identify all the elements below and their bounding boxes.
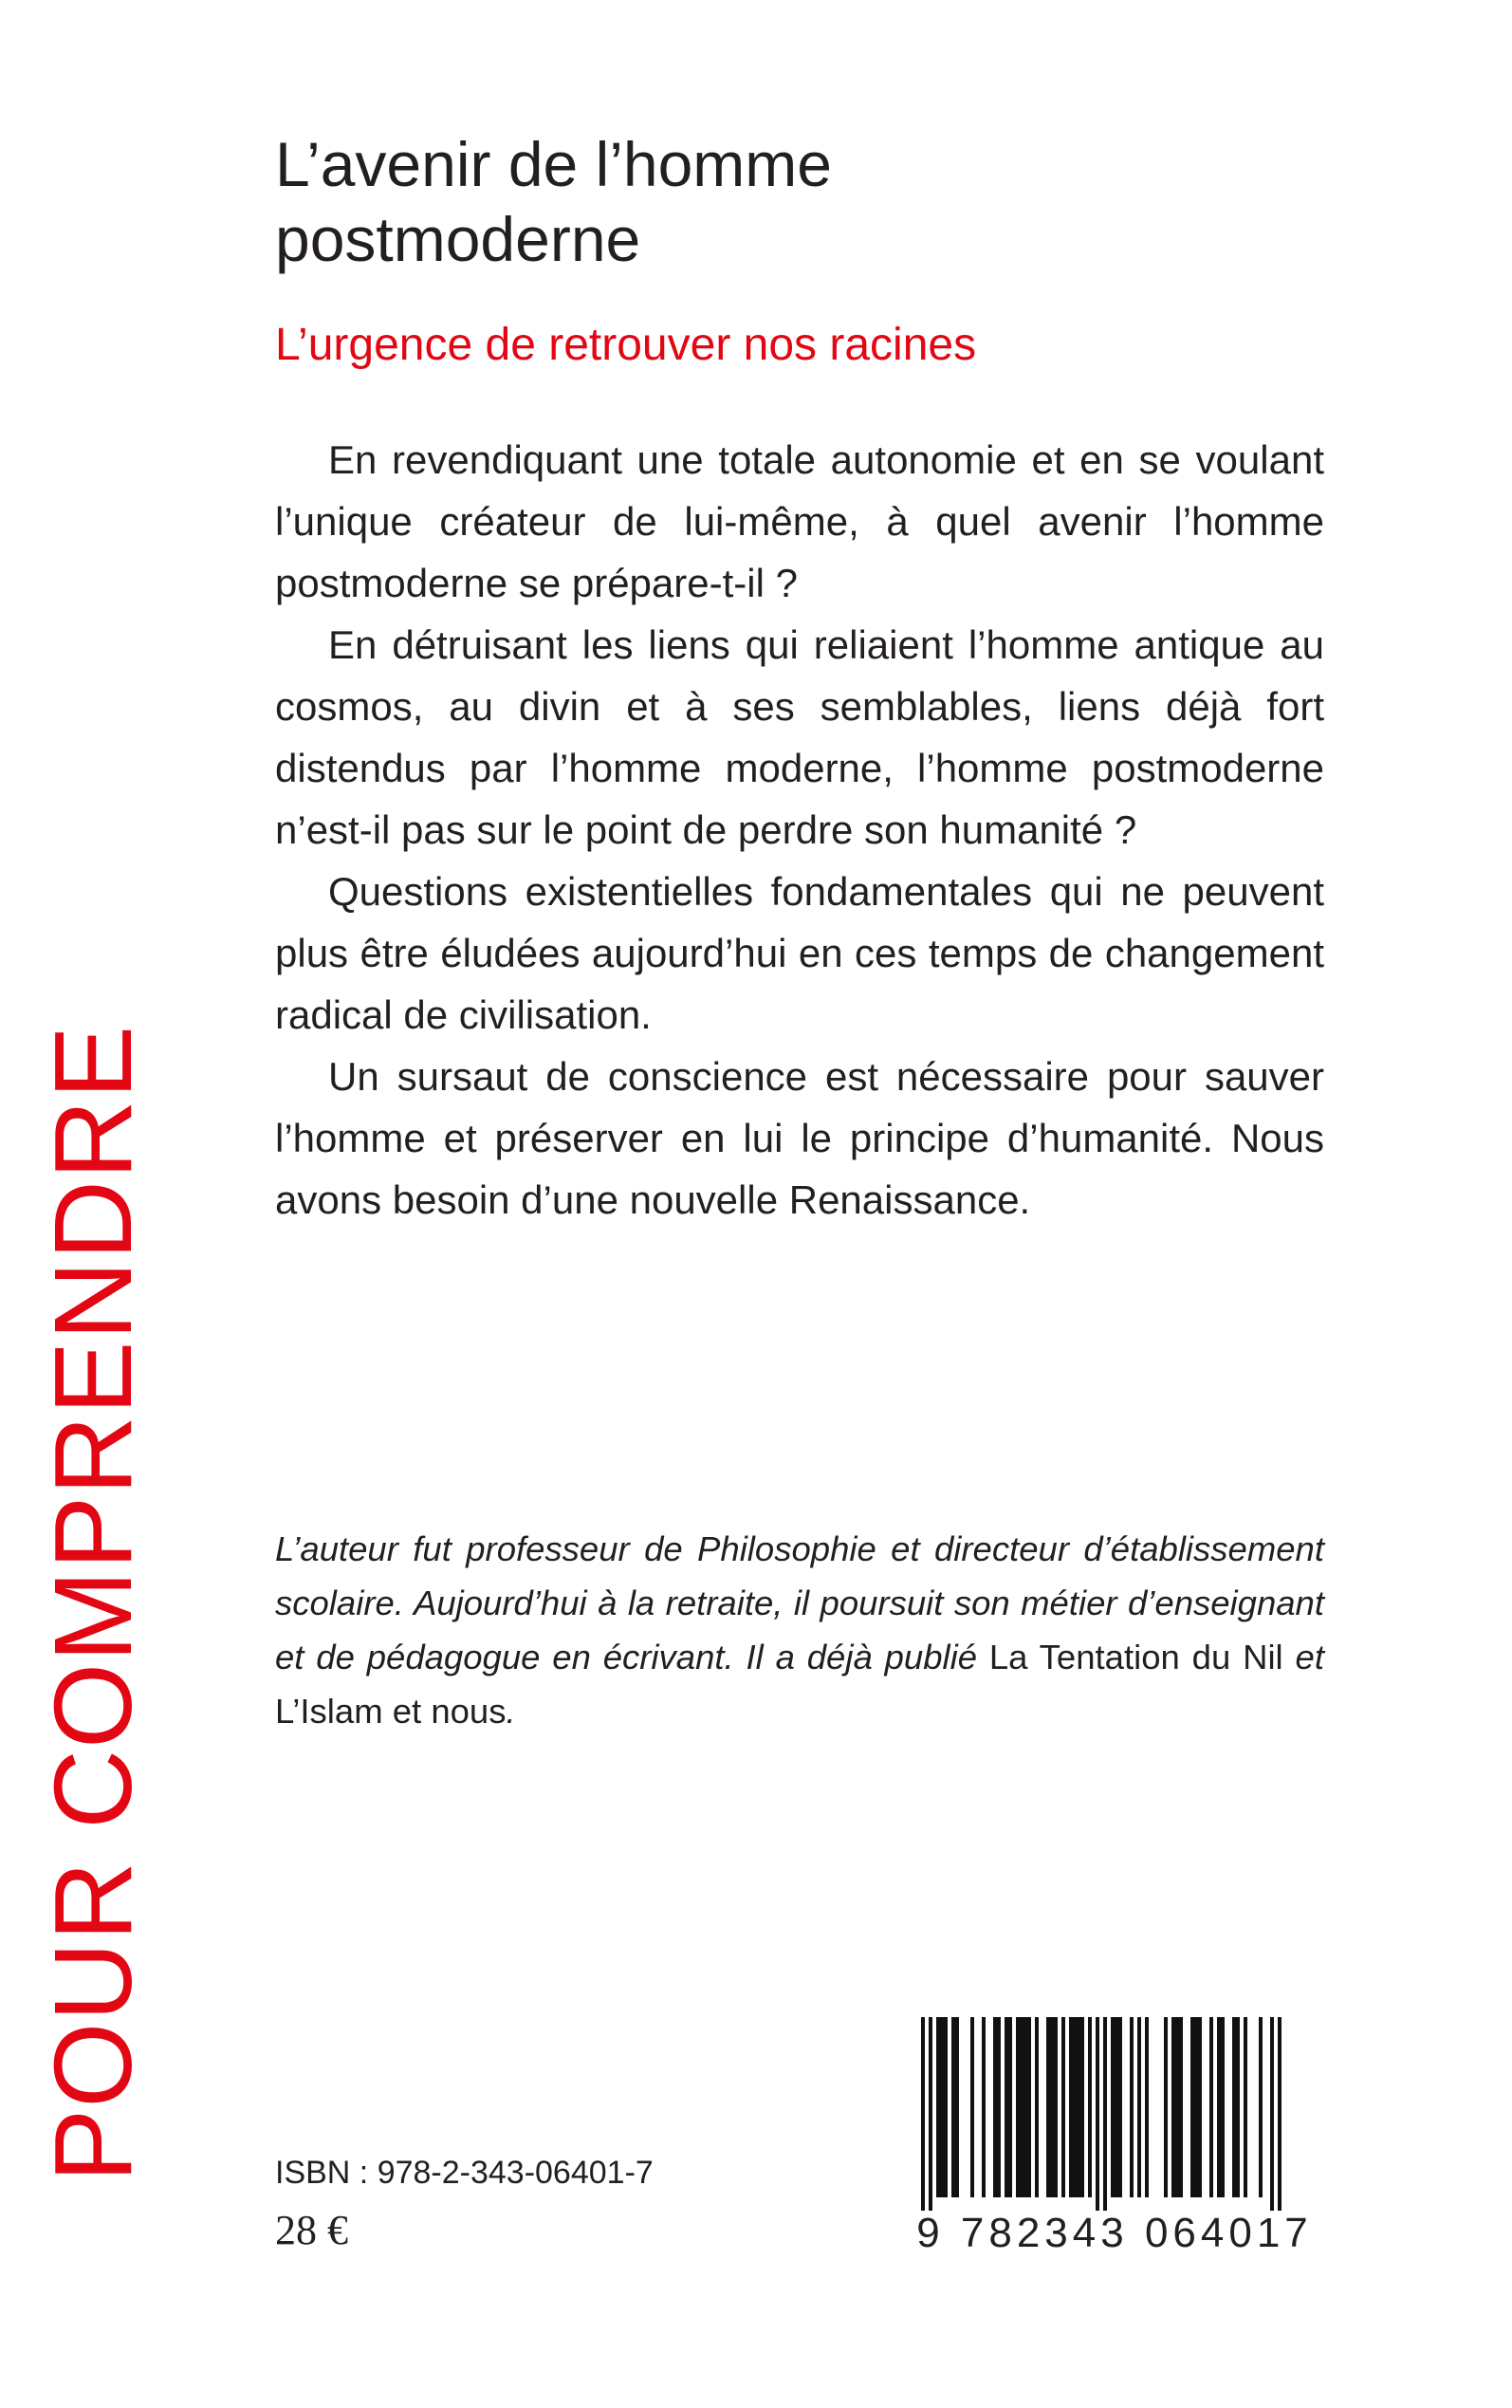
barcode-bar xyxy=(1130,2017,1134,2197)
barcode-bar xyxy=(1221,2017,1225,2197)
barcode-bar xyxy=(1198,2017,1202,2197)
barcode-bar xyxy=(1050,2017,1054,2197)
blurb xyxy=(275,429,1324,1231)
author-note-book2: L’Islam et nous xyxy=(275,1692,507,1731)
blurb-paragraph: En revendiquant une totale autonomie et en se voulant l’unique créateur de lui-même, à quel avenir l’homme postmoderne se prépare-t-il ? xyxy=(275,437,1324,605)
barcode-bar xyxy=(1088,2017,1092,2197)
blurb-paragraph: En détruisant les liens qui reliaient l’homme antique au cosmos, au divin et à ses semblables, liens déjà fort distendus par l’homme moderne, l’homme postmoderne n’est-il pas sur le point de perdre son humanité ? xyxy=(275,622,1324,852)
barcode-bar xyxy=(955,2017,959,2197)
barcode-bar xyxy=(1069,2017,1073,2197)
barcode-guard-bar xyxy=(1096,2017,1099,2211)
barcode-bar xyxy=(1236,2017,1240,2197)
barcode-guard-bar xyxy=(921,2017,925,2211)
author-note-book1: La Tentation du Nil xyxy=(988,1638,1283,1676)
barcode-bar xyxy=(936,2017,940,2197)
barcode-bar xyxy=(1046,2017,1050,2197)
series-spine-label xyxy=(27,939,159,2268)
blurb-paragraph: Questions existentielles fondamentales qui ne peuvent plus être éludées aujourd’hui en ces temps de changement radical de civilisation. xyxy=(275,869,1324,1037)
barcode-bar xyxy=(1035,2017,1039,2197)
barcode-bar xyxy=(944,2017,948,2197)
barcode-bar xyxy=(1190,2017,1194,2197)
barcode-bar xyxy=(1164,2017,1168,2197)
barcode-bar xyxy=(1016,2017,1020,2197)
barcode-bar xyxy=(1179,2017,1183,2197)
barcode-guard-bar xyxy=(1270,2017,1274,2211)
barcode-bar xyxy=(1008,2017,1012,2197)
barcode-bar xyxy=(1020,2017,1023,2197)
barcode-bar xyxy=(1061,2017,1065,2197)
barcode-bar xyxy=(997,2017,1001,2197)
title-line-2: postmoderne xyxy=(275,204,641,274)
barcode-bar xyxy=(1027,2017,1031,2197)
isbn: ISBN : 978-2-343-06401-7 xyxy=(275,2155,654,2191)
author-note-intro: L’auteur fut professeur de Philosophie et directeur d’établissement scolaire. Aujourd’hui à la retraite, il poursuit son métier d’enseignant et de pédagogue en écrivant. Il a déjà publié xyxy=(275,1529,1324,1676)
barcode-bar xyxy=(951,2017,955,2197)
barcode xyxy=(906,2017,1323,2254)
barcode-bars xyxy=(906,2017,1323,2211)
series-name: POUR COMPRENDRE xyxy=(31,1024,155,2183)
barcode-bar xyxy=(1023,2017,1027,2197)
price: 28 € xyxy=(275,2207,348,2253)
barcode-bar xyxy=(1171,2017,1175,2197)
barcode-bar xyxy=(1137,2017,1141,2197)
barcode-bar xyxy=(1259,2017,1263,2197)
barcode-guard-bar xyxy=(929,2017,932,2211)
barcode-bar xyxy=(1209,2017,1213,2197)
barcode-bar xyxy=(1115,2017,1118,2197)
barcode-bar xyxy=(1145,2017,1149,2197)
title-line-1: L’avenir de l’homme xyxy=(275,129,832,199)
barcode-bar xyxy=(1244,2017,1247,2197)
blurb-paragraph: Un sursaut de conscience est nécessaire pour sauver l’homme et préserver en lui le principe d’humanité. Nous avons besoin d’une nouvelle Renaissance. xyxy=(275,1054,1324,1222)
barcode-guard-bar xyxy=(1103,2017,1107,2211)
barcode-bar xyxy=(970,2017,974,2197)
barcode-bar xyxy=(1175,2017,1179,2197)
barcode-bar xyxy=(1073,2017,1077,2197)
barcode-bar xyxy=(940,2017,944,2197)
book-title xyxy=(275,127,1318,277)
barcode-bar xyxy=(1005,2017,1008,2197)
barcode-bar xyxy=(1054,2017,1058,2197)
barcode-bar xyxy=(1077,2017,1080,2197)
author-note-end: . xyxy=(506,1692,516,1731)
author-note xyxy=(275,1522,1324,1738)
barcode-bar xyxy=(1111,2017,1115,2197)
barcode-bar xyxy=(982,2017,986,2197)
book-subtitle: L’urgence de retrouver nos racines xyxy=(275,320,977,370)
barcode-bar xyxy=(993,2017,997,2197)
author-note-conj: et xyxy=(1295,1638,1324,1676)
barcode-bar xyxy=(1080,2017,1084,2197)
barcode-guard-bar xyxy=(1278,2017,1282,2211)
barcode-bar xyxy=(1232,2017,1236,2197)
barcode-bar xyxy=(1194,2017,1198,2197)
barcode-bar xyxy=(1217,2017,1221,2197)
barcode-bar xyxy=(1118,2017,1122,2197)
barcode-digits: 9 782343 064017 xyxy=(916,2210,1313,2256)
